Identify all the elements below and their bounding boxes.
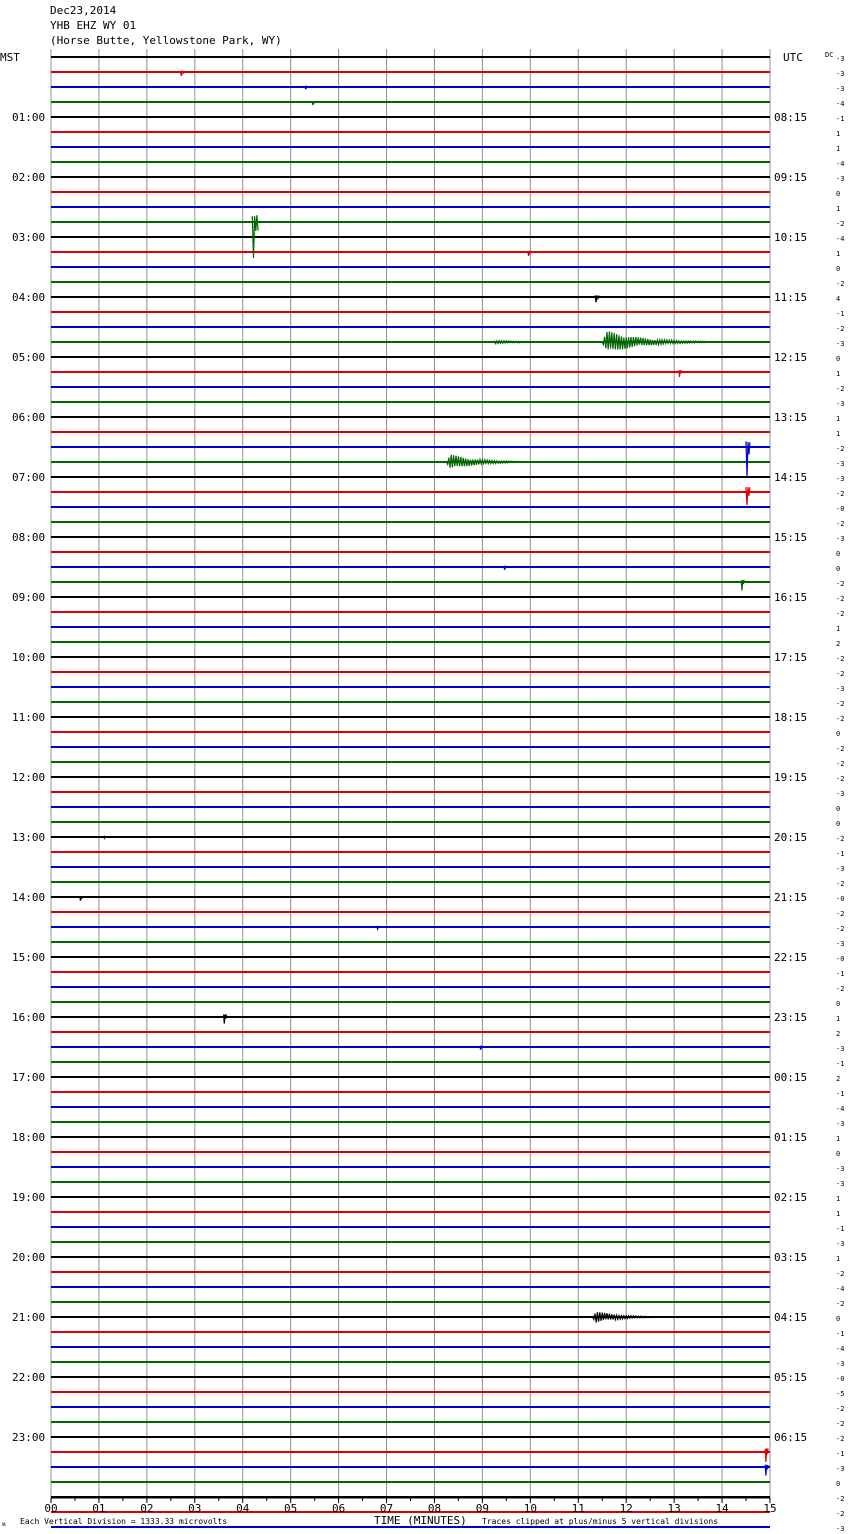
dc-offset-label: -1 [836,115,845,123]
seismic-event-trace [746,487,750,505]
dc-offset-label: -2 [836,280,845,288]
dc-offset-label: 1 [836,370,841,378]
utc-tick-label: 01:15 [774,1131,808,1144]
dc-offset-label: 1 [836,1255,841,1263]
utc-tick-label: 17:15 [774,651,808,664]
dc-offset-label: -5 [836,1390,845,1398]
mst-axis-label: MST [0,51,20,64]
mst-tick-label: 19:00 [12,1191,46,1204]
dc-offset-label: -2 [836,985,845,993]
dc-offset-label: -1 [836,850,845,858]
mst-tick-label: 09:00 [12,591,46,604]
dc-offset-label: -2 [836,715,845,723]
dc-offset-label: -3 [836,1465,845,1473]
dc-offset-label: 2 [836,640,841,648]
seismic-event-trace [595,295,599,302]
dc-offset-label: -4 [836,235,845,243]
dc-offset-label: -2 [836,880,845,888]
dc-offset-label: 0 [836,565,841,573]
seismic-event-trace [746,441,750,476]
utc-tick-label: 15:15 [774,531,808,544]
mst-tick-label: 01:00 [12,111,46,124]
dc-offset-label: 1 [836,205,841,213]
utc-tick-label: 21:15 [774,891,808,904]
dc-offset-label: -1 [836,310,845,318]
utc-tick-label: 22:15 [774,951,808,964]
dc-offset-label: 0 [836,730,841,738]
dc-offset-label: 0 [836,820,841,828]
dc-offset-label: 0 [836,265,841,273]
dc-offset-label: 1 [836,145,841,153]
dc-offset-label: -2 [836,595,845,603]
mst-tick-label: 10:00 [12,651,46,664]
utc-tick-label: 18:15 [774,711,808,724]
x-tick-label: 06 [331,1502,346,1515]
dc-offset-label: -3 [836,685,845,693]
seismic-event-trace [447,455,528,468]
seismic-event-trace [180,71,184,76]
utc-tick-label: 12:15 [774,351,808,364]
dc-offset-label: -1 [836,1450,845,1458]
dc-offset-label: 1 [836,130,841,138]
dc-offset-label: 1 [836,430,841,438]
mst-tick-label: 08:00 [12,531,46,544]
dc-offset-label: -2 [836,1510,845,1518]
dc-offset-label: -1 [836,1090,845,1098]
seismic-event-trace [741,580,744,591]
dc-offset-label: -0 [836,895,845,903]
footer-logo-mark: ʍ [2,1521,6,1528]
dc-offset-label: -2 [836,1270,845,1278]
utc-tick-label: 20:15 [774,831,808,844]
dc-offset-label: -3 [836,1360,845,1368]
dc-offset-label: -3 [836,535,845,543]
utc-tick-label: 11:15 [774,291,808,304]
x-tick-label: 10 [523,1502,537,1515]
utc-tick-label: 09:15 [774,171,808,184]
seismic-event-trace [224,1015,227,1024]
dc-offset-label: -2 [836,775,845,783]
dc-offset-label: -3 [836,55,845,63]
mst-tick-label: 23:00 [12,1431,46,1444]
x-tick-label: 00 [44,1502,58,1515]
seismic-event-trace [679,370,681,377]
mst-tick-label: 12:00 [12,771,46,784]
x-tick-label: 03 [188,1502,202,1515]
seismic-event-trace [377,927,379,929]
dc-offset-label: -0 [836,1375,845,1383]
utc-tick-label: 02:15 [774,1191,808,1204]
utc-tick-label: 13:15 [774,411,808,424]
mst-tick-label: 20:00 [12,1251,46,1264]
dc-offset-label: 1 [836,250,841,258]
mst-tick-label: 03:00 [12,231,46,244]
dc-offset-label: 0 [836,1000,841,1008]
clip-note: Traces clipped at plus/minus 5 vertical divisions [482,1517,719,1526]
dc-offset-label: -2 [836,610,845,618]
utc-tick-label: 04:15 [774,1311,808,1324]
mst-tick-label: 11:00 [12,711,46,724]
dc-offset-label: -4 [836,1345,845,1353]
dc-offset-label: -2 [836,745,845,753]
dc-offset-label: -3 [836,70,845,78]
x-tick-label: 07 [379,1502,394,1515]
dc-offset-label: -2 [836,925,845,933]
dc-offset-label: 0 [836,190,841,198]
dc-offset-label: -3 [836,1165,845,1173]
utc-tick-label: 10:15 [774,231,808,244]
seismic-event-trace [504,566,506,570]
dc-offset-label: -2 [836,670,845,678]
mst-tick-label: 02:00 [12,171,46,184]
mst-tick-label: 13:00 [12,831,46,844]
x-tick-label: 04 [236,1502,250,1515]
dc-offset-label: -4 [836,1105,845,1113]
seismic-event-trace [104,837,106,839]
header-date: Dec23,2014 [50,4,117,17]
dc-offset-label: -3 [836,865,845,873]
utc-tick-label: 16:15 [774,591,808,604]
seismic-event-trace [765,1465,768,1476]
dc-offset-label: -3 [836,790,845,798]
mst-tick-label: 14:00 [12,891,46,904]
mst-tick-label: 17:00 [12,1071,46,1084]
dc-offset-label: 0 [836,1480,841,1488]
dc-offset-label: -2 [836,1495,845,1503]
dc-offset-label: 4 [836,295,841,303]
utc-tick-label: 03:15 [774,1251,808,1264]
dc-offset-label: -2 [836,655,845,663]
mst-tick-label: 06:00 [12,411,46,424]
dc-offset-label: -2 [836,1420,845,1428]
x-tick-label: 12 [619,1502,633,1515]
dc-offset-label: -3 [836,340,845,348]
utc-tick-label: 14:15 [774,471,808,484]
mst-tick-label: 07:00 [12,471,46,484]
dc-offset-label: 2 [836,1030,841,1038]
utc-tick-label: 08:15 [774,111,808,124]
dc-offset-label: -2 [836,385,845,393]
dc-offset-label: -1 [836,1330,845,1338]
dc-offset-label: -3 [836,1120,845,1128]
utc-tick-label: 23:15 [774,1011,808,1024]
dc-offset-label: -2 [836,700,845,708]
dc-offset-label: -3 [836,1525,845,1533]
dc-offset-label: 1 [836,415,841,423]
dc-offset-label: -0 [836,505,845,513]
x-tick-label: 11 [571,1502,585,1515]
dc-offset-label: -2 [836,445,845,453]
dc-offset-label: -4 [836,100,845,108]
dc-offset-label: 2 [836,1075,841,1083]
dc-offset-label: -0 [836,955,845,963]
x-tick-label: 01 [92,1502,106,1515]
utc-tick-label: 05:15 [774,1371,808,1384]
dc-offset-label: 1 [836,1135,841,1143]
dc-offset-label: -3 [836,1045,845,1053]
dc-offset-label: -2 [836,490,845,498]
dc-offset-label: -1 [836,1060,845,1068]
dc-offset-label: 0 [836,355,841,363]
mst-tick-label: 05:00 [12,351,46,364]
mst-tick-label: 15:00 [12,951,46,964]
x-tick-label: 02 [140,1502,154,1515]
dc-offset-label: -1 [836,970,845,978]
dc-offset-label: 1 [836,1195,841,1203]
dc-offset-label: -3 [836,1240,845,1248]
mst-tick-label: 18:00 [12,1131,46,1144]
utc-tick-label: 00:15 [774,1071,808,1084]
dc-offset-label: -3 [836,1180,845,1188]
dc-offset-label: -3 [836,940,845,948]
dc-offset-label: -2 [836,1300,845,1308]
dc-offset-label: -3 [836,475,845,483]
dc-offset-label: 0 [836,1150,841,1158]
dc-offset-label: 0 [836,805,841,813]
seismic-event-trace [765,1449,768,1463]
utc-tick-label: 06:15 [774,1431,808,1444]
dc-offset-label: -2 [836,325,845,333]
x-tick-label: 08 [427,1502,442,1515]
x-tick-label: 14 [715,1502,729,1515]
dc-offset-label: 0 [836,550,841,558]
dc-offset-label: -3 [836,175,845,183]
dc-offset-label: 1 [836,1015,841,1023]
utc-tick-label: 19:15 [774,771,808,784]
x-tick-label: 05 [284,1502,298,1515]
mst-tick-label: 04:00 [12,291,46,304]
mst-tick-label: 22:00 [12,1371,46,1384]
header-station: YHB EHZ WY 01 [50,19,137,32]
dc-offset-label: -3 [836,400,845,408]
dc-offset-label: -2 [836,580,845,588]
dc-offset-label: -3 [836,85,845,93]
dc-offset-label: -2 [836,1435,845,1443]
utc-axis-label: UTC [783,51,803,64]
header-location: (Horse Butte, Yellowstone Park, WY) [50,34,282,47]
dc-offset-label: -1 [836,1225,845,1233]
seismic-event-trace [80,896,82,901]
mst-tick-label: 16:00 [12,1011,46,1024]
x-tick-label: 13 [667,1502,681,1515]
dc-offset-label: -2 [836,220,845,228]
dc-offset-label: 1 [836,625,841,633]
dc-offset-label: -2 [836,835,845,843]
scale-note: Each Vertical Division = 1333.33 microvolts [20,1517,228,1526]
dc-label: DC [825,51,834,59]
x-tick-label: 09 [475,1502,490,1515]
dc-offset-label: -2 [836,910,845,918]
dc-offset-label: -2 [836,1405,845,1413]
dc-offset-label: 0 [836,1315,841,1323]
dc-offset-label: -4 [836,160,845,168]
mst-tick-label: 21:00 [12,1311,46,1324]
x-tick-label: 15 [763,1502,777,1515]
dc-offset-label: -2 [836,520,845,528]
seismic-event-trace [602,331,708,349]
dc-offset-label: -2 [836,760,845,768]
seismic-event-trace [312,101,314,105]
x-axis-title: TIME (MINUTES) [374,1514,467,1527]
dc-offset-label: -3 [836,460,845,468]
dc-offset-label: 1 [836,1210,841,1218]
seismic-event-trace [305,86,307,89]
dc-offset-label: -4 [836,1285,845,1293]
